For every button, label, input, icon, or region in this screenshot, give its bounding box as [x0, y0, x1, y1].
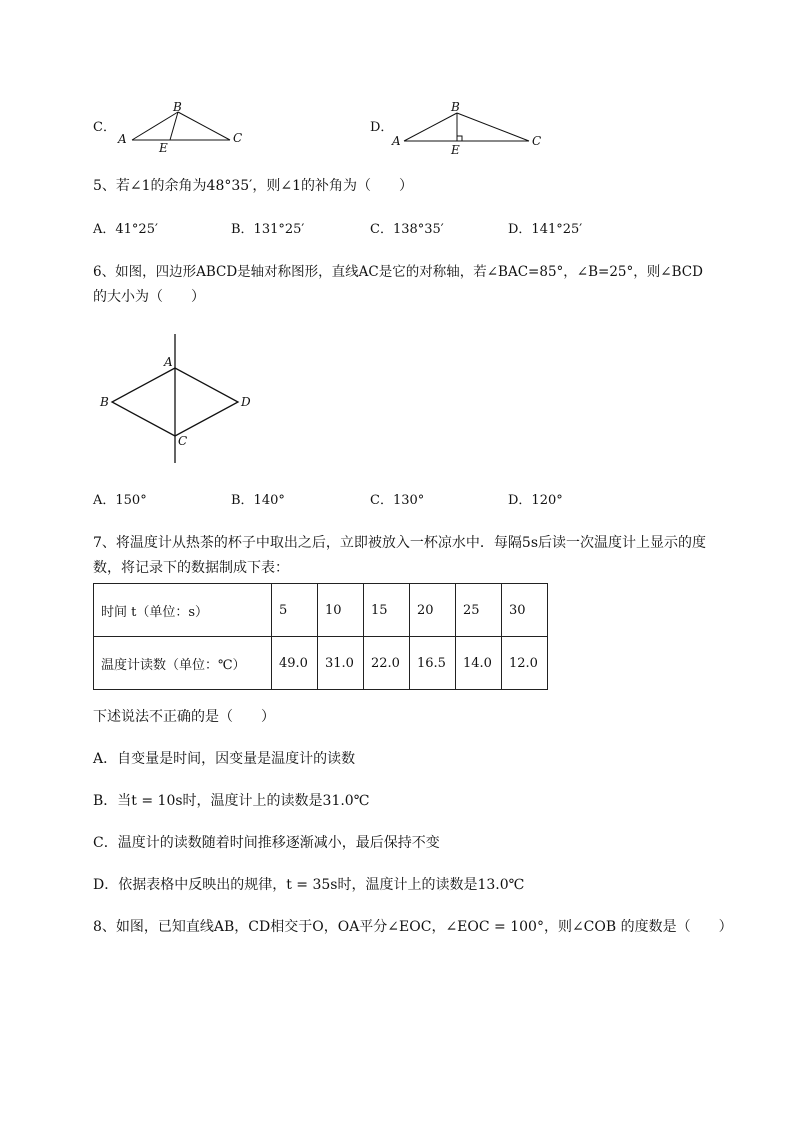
q5-option-c: C．138°35′: [370, 222, 444, 237]
option-c-label: C．: [93, 120, 116, 135]
q5-stem: 5、若∠1的余角为48°35′，则∠1的补角为（ ）: [93, 178, 413, 194]
q6-option-c: C．130°: [370, 493, 425, 508]
table-cell: 49.0: [272, 637, 318, 690]
triangle-figure-c: [112, 100, 252, 155]
q7-question: 下述说法不正确的是（ ）: [93, 709, 275, 725]
table-cell: 31.0: [318, 637, 364, 690]
q7-stem-line2: 数，将记录下的数据制成下表：: [93, 560, 289, 576]
table-cell: 10: [318, 584, 364, 637]
table-cell: 14.0: [456, 637, 502, 690]
table-cell: 30: [502, 584, 548, 637]
triangle-figure-d: [388, 98, 548, 156]
fig-c-label-e: E: [159, 141, 168, 155]
fig-d-label-e: E: [451, 143, 460, 156]
q7-option-b: B．当t = 10s时，温度计上的读数是31.0℃: [93, 793, 370, 809]
table-cell: 22.0: [364, 637, 410, 690]
q8-stem: 8、如图，已知直线AB，CD相交于O，OA平分∠EOC，∠EOC = 100°，则∠COB 的度数是（ ）: [93, 919, 733, 935]
fig6-label-b: B: [100, 395, 109, 409]
table-row: [94, 637, 548, 690]
q7-option-a: A．自变量是时间，因变量是温度计的读数: [93, 751, 356, 767]
table-cell: 12.0: [502, 637, 548, 690]
q7-stem-line1: 7、将温度计从热茶的杯子中取出之后，立即被放入一杯凉水中．每隔5s后读一次温度计上显示的度: [93, 535, 706, 551]
fig-d-label-b: B: [451, 100, 460, 114]
quadrilateral-figure: [95, 330, 265, 470]
fig-c-label-c: C: [233, 131, 243, 145]
temperature-table: [93, 583, 548, 690]
fig6-label-d: D: [241, 395, 251, 409]
q6-option-d: D．120°: [508, 493, 563, 508]
table-cell: 25: [456, 584, 502, 637]
table-cell: 20: [410, 584, 456, 637]
q5-option-b: B．131°25′: [231, 222, 305, 237]
fig-d-label-c: C: [532, 134, 542, 148]
fig-c-label-a: A: [118, 132, 127, 146]
table-header-temperature: 温度计读数（单位：℃）: [94, 637, 272, 690]
table-header-time: 时间 t（单位：s）: [94, 584, 272, 637]
table-cell: 5: [272, 584, 318, 637]
fig6-label-a: A: [164, 355, 173, 369]
q7-option-c: C．温度计的读数随着时间推移逐渐减小，最后保持不变: [93, 835, 440, 851]
q6-stem-line1: 6、如图，四边形ABCD是轴对称图形，直线AC是它的对称轴，若∠BAC=85°，∠B=25°，则∠BCD: [93, 264, 703, 280]
q5-option-a: A．41°25′: [93, 222, 158, 237]
fig-c-label-b: B: [173, 100, 182, 114]
q6-option-a: A．150°: [93, 493, 147, 508]
q5-option-d: D．141°25′: [508, 222, 583, 237]
table-row: [94, 584, 548, 637]
fig-d-label-a: A: [392, 134, 401, 148]
q6-stem-line2: 的大小为（ ）: [93, 289, 205, 305]
fig6-label-c: C: [178, 434, 188, 448]
q7-option-d: D．依据表格中反映出的规律，t = 35s时，温度计上的读数是13.0℃: [93, 877, 525, 893]
q6-option-b: B．140°: [231, 493, 285, 508]
table-cell: 15: [364, 584, 410, 637]
table-cell: 16.5: [410, 637, 456, 690]
option-d-label: D．: [370, 120, 394, 135]
